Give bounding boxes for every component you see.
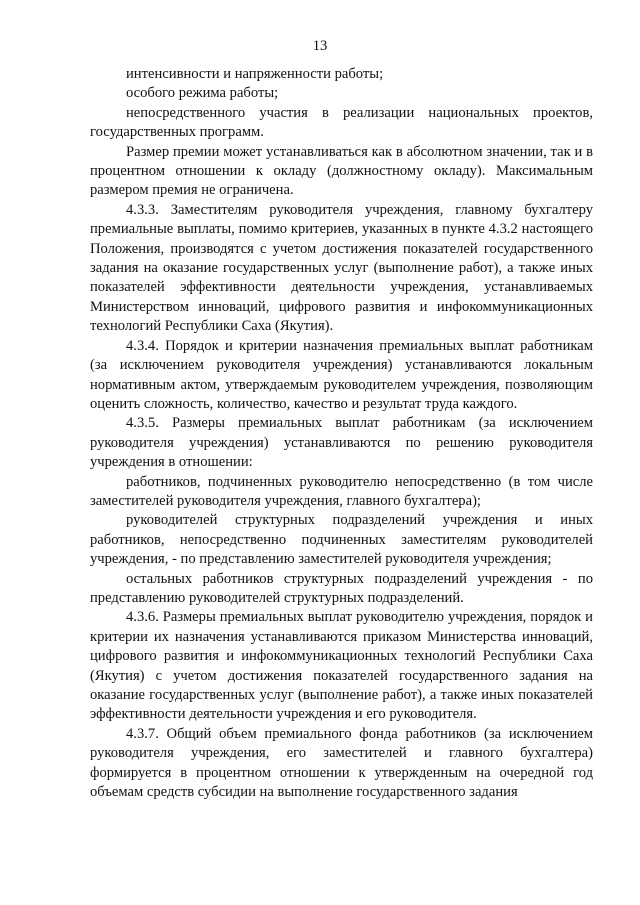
paragraph-bonus-size: Размер премии может устанавливаться как в абсолютном значении, так и в процентном отношении к окладу (должностному окладу). Максимальным размером премия не ограничена. (90, 143, 593, 199)
paragraph-4-3-4: 4.3.4. Порядок и критерии назначения премиальных выплат работникам (за исключением руководителя учреждения) устанавливаются локальным нормативным актом, утверждаемым руководителем учреждения, позволяющим оценить сложность, количество, качество и результат труда каждого. (90, 337, 593, 412)
paragraph-4-3-3: 4.3.3. Заместителям руководителя учреждения, главному бухгалтеру премиальные выплаты, помимо критериев, указанных в пункте 4.3.2 настоящего Положения, производятся с учетом достижения показателей государственного задания на оказание государственных услуг (выполнение работ), а также иных показателей эффективности деятельности учреждения, устанавливаемых Министерством инноваций, цифрового развития и инфокоммуникационных технологий Республики Саха (Якутия). (90, 201, 593, 335)
paragraph-intensity: интенсивности и напряженности работы; (126, 66, 384, 82)
paragraph-other-employees: остальных работников структурных подразделений учреждения - по представлению руководителей структурных подразделений. (90, 570, 593, 606)
document-body (90, 65, 593, 802)
paragraph-4-3-5: 4.3.5. Размеры премиальных выплат работникам (за исключением руководителя учреждения) устанавливаются по решению руководителя учреждения в отношении: (90, 415, 593, 471)
paragraph-4-3-6: 4.3.6. Размеры премиальных выплат руководителю учреждения, порядок и критерии их назначения устанавливаются приказом Министерства инноваций, цифрового развития и инфокоммуникационных технологий Республики Саха (Якутия) с учетом достижения показателей государственного задания на оказание государственных услуг (выполнение работ), а также иных показателей эффективности деятельности учреждения и его руководителя. (90, 609, 593, 723)
page-number: 13 (312, 38, 328, 54)
paragraph-department-heads: руководителей структурных подразделений учреждения и иных работников, непосредственно подчиненных заместителям руководителей учреждения, - по представлению заместителей руководителя учреждения; (90, 512, 593, 568)
paragraph-direct-subordinates: работников, подчиненных руководителю непосредственно (в том числе заместителей руководителя учреждения, главного бухгалтера); (90, 473, 593, 509)
paragraph-4-3-7: 4.3.7. Общий объем премиального фонда работников (за исключением руководителя учреждения, его заместителей и главного бухгалтера) формируется в процентном отношении к утвержденным на очередной год объемам средств субсидии на выполнение государственного задания (90, 725, 593, 801)
paragraph-national-projects: непосредственного участия в реализации национальных проектов, государственных программ. (90, 104, 593, 141)
paragraph-special-regime: особого режима работы; (126, 85, 279, 102)
